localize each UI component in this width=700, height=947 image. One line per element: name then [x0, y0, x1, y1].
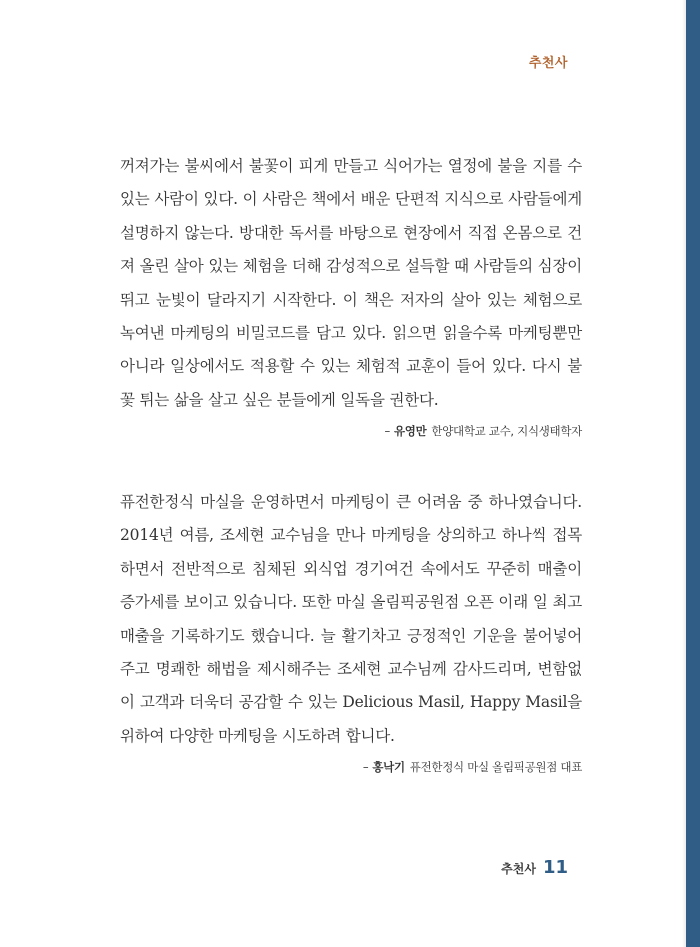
testimonial-1 — [120, 150, 582, 439]
page-edge-band — [686, 0, 700, 947]
testimonial-text: 꺼져가는 불씨에서 불꽃이 피게 만들고 식어가는 열정에 불을 지를 수 있는 사람이 있다. 이 사람은 책에서 배운 단편적 지식으로 사람들에게 설명하지 않는다. 방대한 독서를 바탕으로 현장에서 직접 온몸으로 건져 올린 살아 있는 체험을 더해 감성적으로 설득할 때 사람들의 심장이 뛰고 눈빛이 달라지기 시작한다. 이 책은 저자의 살아 있는 체험으로 녹여낸 마케팅의 비밀코드를 담고 있다. 읽으면 읽을수록 마케팅뿐만 아니라 일상에서도 적용할 수 있는 체험적 교훈이 들어 있다. 다시 불꽃 튀는 삶을 살고 싶은 분들에게 일독을 권한다. — [120, 157, 582, 409]
footer-section-label: 추천사 — [501, 862, 536, 876]
testimonial-attribution — [120, 423, 582, 439]
running-head: 추천사 — [528, 56, 568, 71]
testimonial-attribution — [120, 759, 582, 775]
endorser-affiliation: 퓨전한정식 마실 올림픽공원점 대표 — [409, 760, 582, 775]
endorser-name: 유영만 — [393, 424, 427, 439]
page-footer — [501, 857, 568, 878]
endorser-affiliation: 한양대학교 교수, 지식생태학자 — [431, 424, 582, 439]
page-number: 11 — [542, 857, 568, 878]
testimonial-text: 퓨전한정식 마실을 운영하면서 마케팅이 큰 어려움 중 하나였습니다. 2014년 여름, 조세현 교수님을 만나 마케팅을 상의하고 하나씩 접목하면서 전반적으로 침체된 외식업 경기여건 속에서도 꾸준히 매출이 증가세를 보이고 있습니다. 또한 마실 올림픽공원점 오픈 이래 일 최고 매출을 기록하기도 했습니다. 늘 활기차고 긍정적인 기운을 불어넣어주고 명쾌한 해법을 제시해주는 조세현 교수님께 감사드리며, 변함없이 고객과 더욱더 공감할 수 있는 Delicious Masil, Happy Masil을 위하여 다양한 마케팅을 시도하려 합니다. — [120, 493, 582, 745]
testimonial-2 — [120, 486, 582, 775]
attribution-dash: – — [384, 424, 390, 439]
endorser-name: 홍낙기 — [372, 760, 405, 775]
attribution-dash: – — [362, 760, 369, 775]
